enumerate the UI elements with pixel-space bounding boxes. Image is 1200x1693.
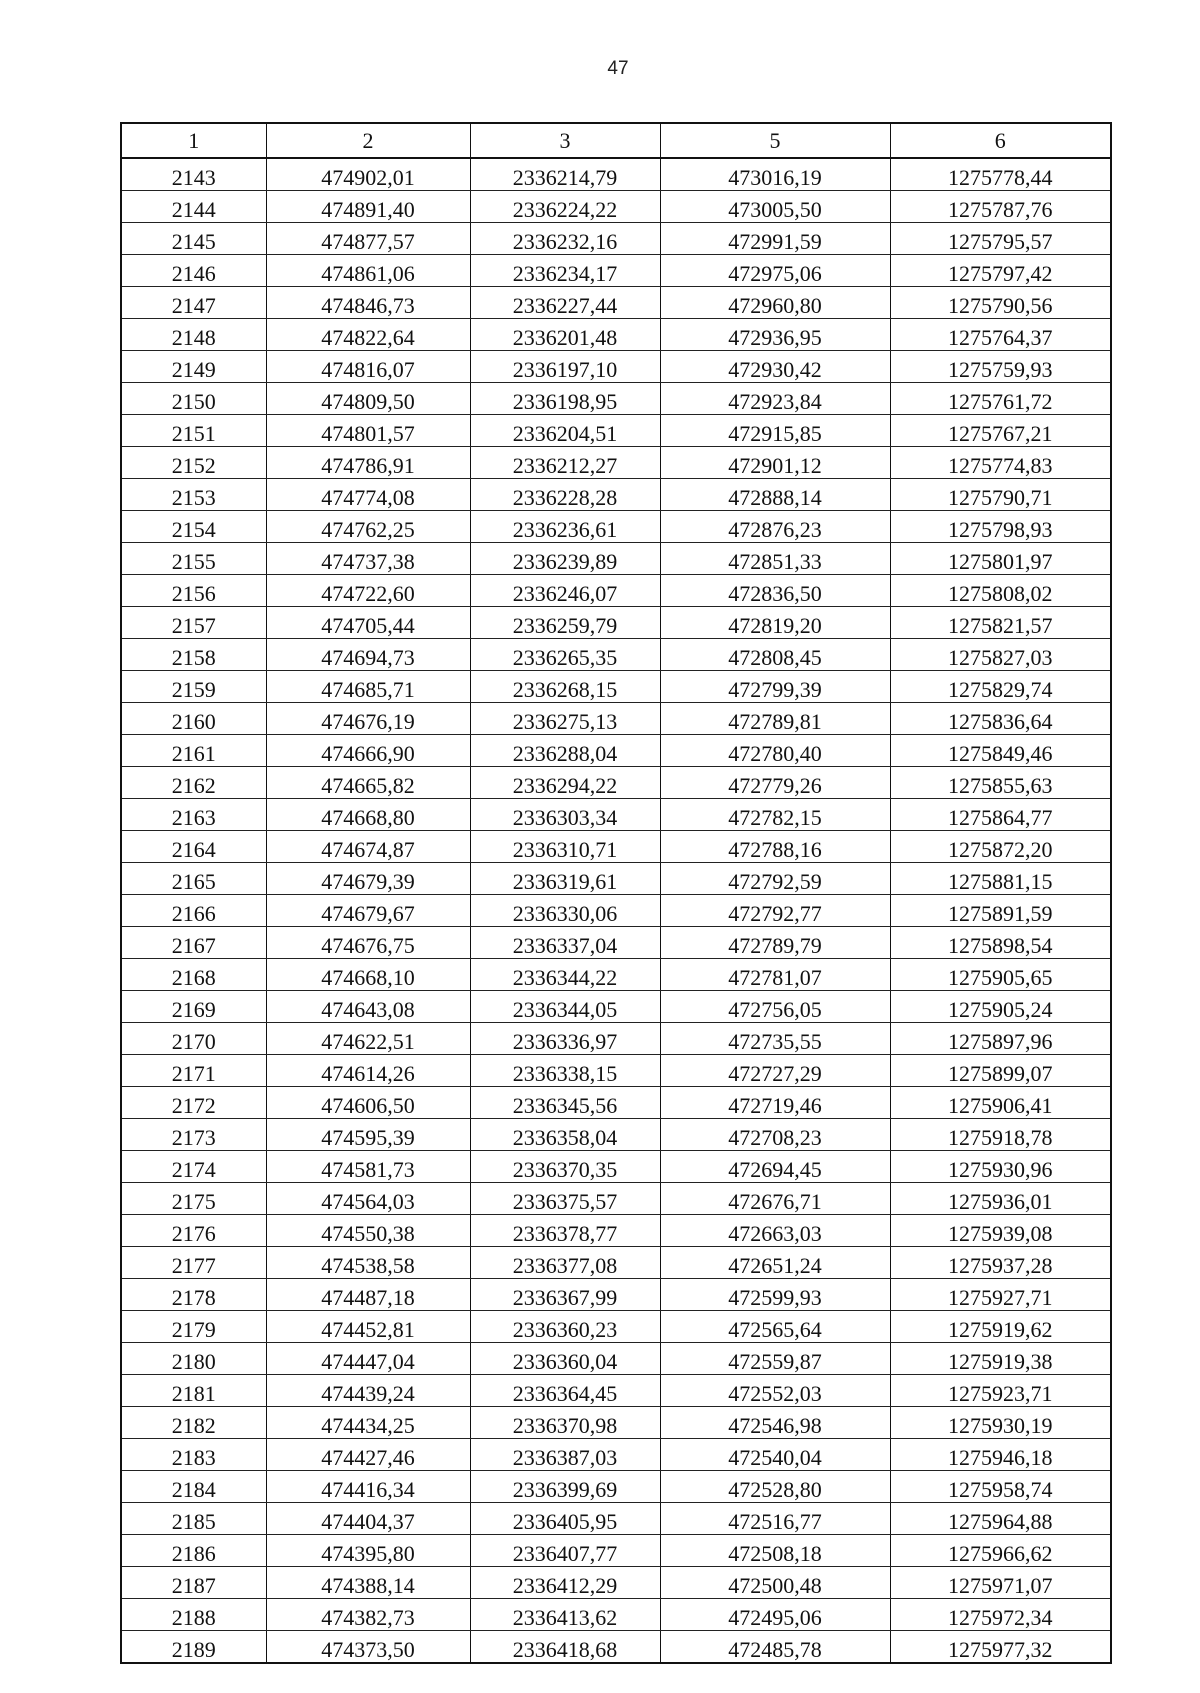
- table-cell: 474665,82: [266, 767, 470, 799]
- coordinates-table-container: [120, 122, 1110, 1664]
- table-cell: 2336338,15: [470, 1055, 660, 1087]
- table-cell: 2336246,07: [470, 575, 660, 607]
- table-cell: 1275798,93: [890, 511, 1111, 543]
- table-cell: 2336234,17: [470, 255, 660, 287]
- table-cell: 2164: [121, 831, 266, 863]
- table-cell: 2153: [121, 479, 266, 511]
- table-cell: 2336259,79: [470, 607, 660, 639]
- table-cell: 474434,25: [266, 1407, 470, 1439]
- table-cell: 2336344,05: [470, 991, 660, 1023]
- table-cell: 474877,57: [266, 223, 470, 255]
- table-cell: 472528,80: [660, 1471, 890, 1503]
- table-cell: 1275808,02: [890, 575, 1111, 607]
- table-cell: 472782,15: [660, 799, 890, 831]
- table-cell: 1275930,19: [890, 1407, 1111, 1439]
- table-cell: 474447,04: [266, 1343, 470, 1375]
- table-cell: 1275821,57: [890, 607, 1111, 639]
- table-row: [121, 671, 1111, 703]
- table-cell: 2173: [121, 1119, 266, 1151]
- table-cell: 474902,01: [266, 158, 470, 191]
- table-cell: 474439,24: [266, 1375, 470, 1407]
- table-cell: 472788,16: [660, 831, 890, 863]
- table-cell: 2146: [121, 255, 266, 287]
- table-cell: 2336375,57: [470, 1183, 660, 1215]
- table-row: [121, 575, 1111, 607]
- table-cell: 472851,33: [660, 543, 890, 575]
- table-cell: 2336228,28: [470, 479, 660, 511]
- table-cell: 474774,08: [266, 479, 470, 511]
- table-cell: 2336330,06: [470, 895, 660, 927]
- table-cell: 472901,12: [660, 447, 890, 479]
- table-cell: 1275849,46: [890, 735, 1111, 767]
- table-cell: 474595,39: [266, 1119, 470, 1151]
- table-cell: 472930,42: [660, 351, 890, 383]
- table-cell: 2336197,10: [470, 351, 660, 383]
- table-cell: 1275937,28: [890, 1247, 1111, 1279]
- table-cell: 2176: [121, 1215, 266, 1247]
- table-cell: 2150: [121, 383, 266, 415]
- table-cell: 1275790,56: [890, 287, 1111, 319]
- table-cell: 2185: [121, 1503, 266, 1535]
- table-cell: 472676,71: [660, 1183, 890, 1215]
- table-row: [121, 319, 1111, 351]
- table-cell: 474452,81: [266, 1311, 470, 1343]
- table-cell: 472923,84: [660, 383, 890, 415]
- table-cell: 2145: [121, 223, 266, 255]
- table-cell: 472808,45: [660, 639, 890, 671]
- table-cell: 474668,80: [266, 799, 470, 831]
- table-cell: 472915,85: [660, 415, 890, 447]
- table-cell: 2157: [121, 607, 266, 639]
- table-cell: 2158: [121, 639, 266, 671]
- table-cell: 2336399,69: [470, 1471, 660, 1503]
- table-cell: 1275898,54: [890, 927, 1111, 959]
- table-cell: 474679,67: [266, 895, 470, 927]
- table-row: [121, 1599, 1111, 1631]
- table-cell: 2336418,68: [470, 1631, 660, 1664]
- table-cell: 1275787,76: [890, 191, 1111, 223]
- table-cell: 472789,79: [660, 927, 890, 959]
- table-cell: 2162: [121, 767, 266, 799]
- table-cell: 474487,18: [266, 1279, 470, 1311]
- table-cell: 2166: [121, 895, 266, 927]
- table-cell: 1275964,88: [890, 1503, 1111, 1535]
- table-cell: 1275930,96: [890, 1151, 1111, 1183]
- table-cell: 2174: [121, 1151, 266, 1183]
- table-cell: 2336378,77: [470, 1215, 660, 1247]
- table-cell: 472546,98: [660, 1407, 890, 1439]
- table-cell: 2336212,27: [470, 447, 660, 479]
- table-row: [121, 639, 1111, 671]
- table-cell: 474846,73: [266, 287, 470, 319]
- table-cell: 474388,14: [266, 1567, 470, 1599]
- table-cell: 474668,10: [266, 959, 470, 991]
- table-cell: 474722,60: [266, 575, 470, 607]
- table-cell: 2171: [121, 1055, 266, 1087]
- table-cell: 2336319,61: [470, 863, 660, 895]
- table-row: [121, 1471, 1111, 1503]
- table-cell: 474606,50: [266, 1087, 470, 1119]
- table-cell: 2159: [121, 671, 266, 703]
- table-cell: 2168: [121, 959, 266, 991]
- table-cell: 472819,20: [660, 607, 890, 639]
- table-row: [121, 1183, 1111, 1215]
- table-cell: 1275829,74: [890, 671, 1111, 703]
- table-cell: 472495,06: [660, 1599, 890, 1631]
- table-row: [121, 1119, 1111, 1151]
- table-cell: 472799,39: [660, 671, 890, 703]
- table-cell: 472552,03: [660, 1375, 890, 1407]
- table-cell: 2336345,56: [470, 1087, 660, 1119]
- table-row: [121, 223, 1111, 255]
- table-cell: 474427,46: [266, 1439, 470, 1471]
- table-cell: 2336204,51: [470, 415, 660, 447]
- table-cell: 2163: [121, 799, 266, 831]
- table-cell: 1275872,20: [890, 831, 1111, 863]
- column-header: 5: [660, 123, 890, 158]
- table-cell: 472663,03: [660, 1215, 890, 1247]
- table-row: [121, 1567, 1111, 1599]
- table-cell: 1275918,78: [890, 1119, 1111, 1151]
- table-cell: 472780,40: [660, 735, 890, 767]
- table-cell: 472735,55: [660, 1023, 890, 1055]
- table-row: [121, 607, 1111, 639]
- table-row: [121, 1503, 1111, 1535]
- table-cell: 474737,38: [266, 543, 470, 575]
- table-row: [121, 511, 1111, 543]
- table-cell: 474382,73: [266, 1599, 470, 1631]
- table-row: [121, 447, 1111, 479]
- table-cell: 1275923,71: [890, 1375, 1111, 1407]
- table-row: [121, 831, 1111, 863]
- table-cell: 474416,34: [266, 1471, 470, 1503]
- table-cell: 2175: [121, 1183, 266, 1215]
- table-cell: 472485,78: [660, 1631, 890, 1664]
- table-cell: 2155: [121, 543, 266, 575]
- table-row: [121, 1279, 1111, 1311]
- table-row: [121, 383, 1111, 415]
- table-cell: 1275774,83: [890, 447, 1111, 479]
- table-cell: 472708,23: [660, 1119, 890, 1151]
- table-cell: 472792,77: [660, 895, 890, 927]
- page-number: 47: [607, 58, 629, 79]
- table-cell: 2147: [121, 287, 266, 319]
- table-cell: 1275972,34: [890, 1599, 1111, 1631]
- table-row: [121, 1343, 1111, 1375]
- table-row: [121, 1215, 1111, 1247]
- table-cell: 2172: [121, 1087, 266, 1119]
- table-cell: 1275801,97: [890, 543, 1111, 575]
- table-cell: 2336370,35: [470, 1151, 660, 1183]
- table-cell: 474679,39: [266, 863, 470, 895]
- table-cell: 1275764,37: [890, 319, 1111, 351]
- coordinates-table: [120, 122, 1112, 1664]
- table-cell: 2184: [121, 1471, 266, 1503]
- table-body: [121, 158, 1111, 1663]
- table-cell: 2154: [121, 511, 266, 543]
- table-cell: 2186: [121, 1535, 266, 1567]
- table-cell: 1275899,07: [890, 1055, 1111, 1087]
- table-cell: 472876,23: [660, 511, 890, 543]
- table-cell: 1275919,38: [890, 1343, 1111, 1375]
- table-cell: 474762,25: [266, 511, 470, 543]
- table-row: [121, 991, 1111, 1023]
- table-cell: 474685,71: [266, 671, 470, 703]
- table-cell: 2188: [121, 1599, 266, 1631]
- table-cell: 2336303,34: [470, 799, 660, 831]
- table-cell: 1275797,42: [890, 255, 1111, 287]
- table-cell: 1275891,59: [890, 895, 1111, 927]
- table-cell: 474674,87: [266, 831, 470, 863]
- table-cell: 472781,07: [660, 959, 890, 991]
- table-row: [121, 927, 1111, 959]
- table-cell: 1275906,41: [890, 1087, 1111, 1119]
- table-cell: 2336239,89: [470, 543, 660, 575]
- table-cell: 1275778,44: [890, 158, 1111, 191]
- table-cell: 474643,08: [266, 991, 470, 1023]
- table-row: [121, 767, 1111, 799]
- table-cell: 2170: [121, 1023, 266, 1055]
- table-cell: 474816,07: [266, 351, 470, 383]
- table-cell: 472936,95: [660, 319, 890, 351]
- table-cell: 1275864,77: [890, 799, 1111, 831]
- table-cell: 474538,58: [266, 1247, 470, 1279]
- table-cell: 2180: [121, 1343, 266, 1375]
- table-row: [121, 415, 1111, 447]
- table-row: [121, 543, 1111, 575]
- table-row: [121, 799, 1111, 831]
- table-cell: 2336294,22: [470, 767, 660, 799]
- table-cell: 472792,59: [660, 863, 890, 895]
- table-cell: 2336268,15: [470, 671, 660, 703]
- table-cell: 2336407,77: [470, 1535, 660, 1567]
- table-cell: 1275939,08: [890, 1215, 1111, 1247]
- table-cell: 474564,03: [266, 1183, 470, 1215]
- table-cell: 474801,57: [266, 415, 470, 447]
- table-cell: 2336265,35: [470, 639, 660, 671]
- table-row: [121, 735, 1111, 767]
- table-cell: 2156: [121, 575, 266, 607]
- table-cell: 472500,48: [660, 1567, 890, 1599]
- table-cell: 2179: [121, 1311, 266, 1343]
- table-cell: 2336198,95: [470, 383, 660, 415]
- table-cell: 474694,73: [266, 639, 470, 671]
- table-cell: 2336336,97: [470, 1023, 660, 1055]
- table-header-row: [121, 123, 1111, 158]
- table-cell: 472960,80: [660, 287, 890, 319]
- table-cell: 2336236,61: [470, 511, 660, 543]
- table-cell: 472694,45: [660, 1151, 890, 1183]
- table-cell: 1275946,18: [890, 1439, 1111, 1471]
- table-cell: 2336370,98: [470, 1407, 660, 1439]
- table-cell: 2336224,22: [470, 191, 660, 223]
- table-row: [121, 959, 1111, 991]
- table-cell: 1275759,93: [890, 351, 1111, 383]
- table-cell: 2143: [121, 158, 266, 191]
- table-cell: 472516,77: [660, 1503, 890, 1535]
- table-cell: 1275927,71: [890, 1279, 1111, 1311]
- table-cell: 2336377,08: [470, 1247, 660, 1279]
- table-cell: 1275971,07: [890, 1567, 1111, 1599]
- table-cell: 2336310,71: [470, 831, 660, 863]
- table-cell: 472559,87: [660, 1343, 890, 1375]
- table-cell: 474404,37: [266, 1503, 470, 1535]
- table-cell: 474822,64: [266, 319, 470, 351]
- table-cell: 2336344,22: [470, 959, 660, 991]
- table-cell: 1275905,65: [890, 959, 1111, 991]
- table-cell: 2151: [121, 415, 266, 447]
- table-cell: 2336358,04: [470, 1119, 660, 1151]
- table-cell: 474786,91: [266, 447, 470, 479]
- table-row: [121, 255, 1111, 287]
- table-row: [121, 1311, 1111, 1343]
- table-row: [121, 287, 1111, 319]
- table-cell: 1275966,62: [890, 1535, 1111, 1567]
- table-cell: 1275958,74: [890, 1471, 1111, 1503]
- table-row: [121, 863, 1111, 895]
- table-cell: 474666,90: [266, 735, 470, 767]
- table-cell: 2165: [121, 863, 266, 895]
- table-cell: 2336288,04: [470, 735, 660, 767]
- table-cell: 2336201,48: [470, 319, 660, 351]
- table-cell: 1275897,96: [890, 1023, 1111, 1055]
- table-cell: 472599,93: [660, 1279, 890, 1311]
- table-row: [121, 479, 1111, 511]
- table-cell: 2160: [121, 703, 266, 735]
- table-cell: 1275767,21: [890, 415, 1111, 447]
- table-cell: 2336227,44: [470, 287, 660, 319]
- table-cell: 2178: [121, 1279, 266, 1311]
- table-cell: 2183: [121, 1439, 266, 1471]
- table-cell: 473005,50: [660, 191, 890, 223]
- table-cell: 2189: [121, 1631, 266, 1664]
- table-cell: 1275761,72: [890, 383, 1111, 415]
- table-row: [121, 1151, 1111, 1183]
- table-cell: 474395,80: [266, 1535, 470, 1567]
- table-cell: 1275905,24: [890, 991, 1111, 1023]
- table-cell: 1275936,01: [890, 1183, 1111, 1215]
- table-row: [121, 703, 1111, 735]
- table-cell: 1275795,57: [890, 223, 1111, 255]
- table-cell: 2148: [121, 319, 266, 351]
- table-cell: 472727,29: [660, 1055, 890, 1087]
- table-cell: 474676,75: [266, 927, 470, 959]
- table-cell: 2336364,45: [470, 1375, 660, 1407]
- table-row: [121, 1407, 1111, 1439]
- table-row: [121, 1439, 1111, 1471]
- table-cell: 474550,38: [266, 1215, 470, 1247]
- table-cell: 2336232,16: [470, 223, 660, 255]
- table-row: [121, 1023, 1111, 1055]
- table-cell: 2181: [121, 1375, 266, 1407]
- table-cell: 474581,73: [266, 1151, 470, 1183]
- table-cell: 473016,19: [660, 158, 890, 191]
- table-cell: 472508,18: [660, 1535, 890, 1567]
- table-cell: 2336413,62: [470, 1599, 660, 1631]
- column-header: 2: [266, 123, 470, 158]
- table-cell: 474676,19: [266, 703, 470, 735]
- column-header: 1: [121, 123, 266, 158]
- table-cell: 2169: [121, 991, 266, 1023]
- table-cell: 474614,26: [266, 1055, 470, 1087]
- table-row: [121, 1631, 1111, 1664]
- table-cell: 2336387,03: [470, 1439, 660, 1471]
- table-row: [121, 895, 1111, 927]
- table-row: [121, 191, 1111, 223]
- table-cell: 1275790,71: [890, 479, 1111, 511]
- table-cell: 474373,50: [266, 1631, 470, 1664]
- table-cell: 1275827,03: [890, 639, 1111, 671]
- table-cell: 1275836,64: [890, 703, 1111, 735]
- table-cell: 2336360,23: [470, 1311, 660, 1343]
- table-cell: 472779,26: [660, 767, 890, 799]
- table-cell: 1275855,63: [890, 767, 1111, 799]
- table-cell: 472756,05: [660, 991, 890, 1023]
- table-row: [121, 351, 1111, 383]
- table-cell: 474861,06: [266, 255, 470, 287]
- table-cell: 2144: [121, 191, 266, 223]
- table-cell: 472975,06: [660, 255, 890, 287]
- table-cell: 1275919,62: [890, 1311, 1111, 1343]
- table-cell: 474809,50: [266, 383, 470, 415]
- table-row: [121, 1055, 1111, 1087]
- table-row: [121, 1375, 1111, 1407]
- table-cell: 472540,04: [660, 1439, 890, 1471]
- table-cell: 2182: [121, 1407, 266, 1439]
- table-cell: 2161: [121, 735, 266, 767]
- table-cell: 2336275,13: [470, 703, 660, 735]
- table-cell: 2177: [121, 1247, 266, 1279]
- table-cell: 472565,64: [660, 1311, 890, 1343]
- table-cell: 2336405,95: [470, 1503, 660, 1535]
- table-cell: 474622,51: [266, 1023, 470, 1055]
- table-cell: 472719,46: [660, 1087, 890, 1119]
- table-cell: 1275977,32: [890, 1631, 1111, 1664]
- table-row: [121, 158, 1111, 191]
- table-cell: 472651,24: [660, 1247, 890, 1279]
- table-cell: 1275881,15: [890, 863, 1111, 895]
- table-cell: 2336214,79: [470, 158, 660, 191]
- table-cell: 474891,40: [266, 191, 470, 223]
- table-cell: 2336367,99: [470, 1279, 660, 1311]
- table-cell: 472789,81: [660, 703, 890, 735]
- table-cell: 472836,50: [660, 575, 890, 607]
- table-cell: 2149: [121, 351, 266, 383]
- table-row: [121, 1247, 1111, 1279]
- table-cell: 472991,59: [660, 223, 890, 255]
- table-row: [121, 1535, 1111, 1567]
- table-cell: 2336337,04: [470, 927, 660, 959]
- column-header: 3: [470, 123, 660, 158]
- table-cell: 2152: [121, 447, 266, 479]
- table-cell: 2187: [121, 1567, 266, 1599]
- table-cell: 474705,44: [266, 607, 470, 639]
- column-header: 6: [890, 123, 1111, 158]
- table-cell: 2336360,04: [470, 1343, 660, 1375]
- table-row: [121, 1087, 1111, 1119]
- table-cell: 472888,14: [660, 479, 890, 511]
- table-cell: 2336412,29: [470, 1567, 660, 1599]
- table-cell: 2167: [121, 927, 266, 959]
